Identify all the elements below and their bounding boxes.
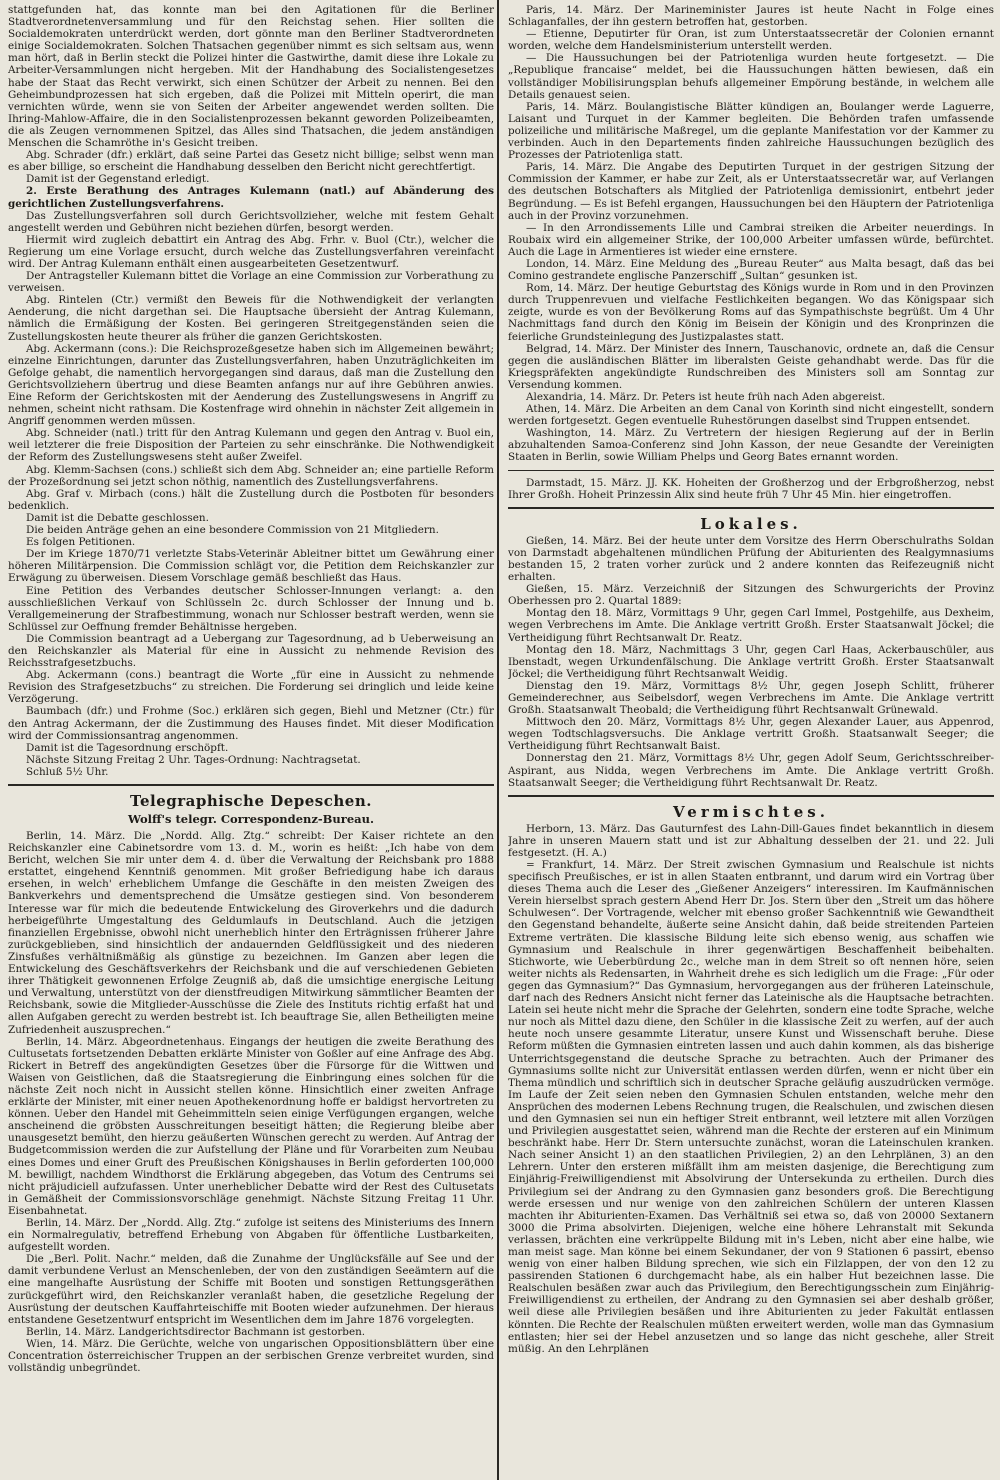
dispatch-paragraph: Berlin, 14. März. Landgerichtsdirector Bachmann ist gestorben. (26, 1325, 366, 1338)
local-paragraph: Gießen, 14. März. Bei der heute unter dem Vorsitze des Herrn Oberschulraths Soldan von Darmstadt abgehaltenen mündlichen Prüfung der Abiturienten des Realgymnasiums bestanden 15, 2 traten vorher zurück und 2 andere konnten das Reifezeugniß nicht erhalten. (508, 534, 994, 584)
paragraph: Abg. Ackermann (cons.) beantragt die Worte „für eine in Aussicht zu nehmende Revision des Strafgesetzbuchs“ zu streichen. Die Forderung sei dringlich und leide keine Verzögerung. (8, 669, 494, 706)
telegraph-section (8, 792, 494, 1374)
dispatch-paragraph: Paris, 14. März. Die Angabe des Deputirten Turquet in der gestrigen Sitzung der Commission der Kammer, er habe zur Zeit, als er Unterstaatssecretär war, auf Verlangen des deutschen Botschafters als Mitglied der Patriotenliga demissionirt, entbehrt jeder Begründung. — Es ist Befehl ergangen, Haussuchungen bei den Häuptern der Patriotenliga auch in der Provinz vorzunehmen. (508, 161, 994, 222)
local-paragraph: Montag den 18. März, Vormittags 9 Uhr, gegen Carl Immel, Postgehilfe, aus Dexheim, wegen Verbrechens im Amte. Die Anklage vertritt Großh. Erster Staatsanwalt Jöckel; die Vertheidigung führt Rechtsanwalt Dr. Reatz. (508, 607, 994, 644)
paragraph: Damit ist der Gegenstand erledigt. (26, 173, 210, 186)
dispatch-paragraph: Wien, 14. März. Die Gerüchte, welche von ungarischen Oppositionsblättern über eine Concentration österreichischer Truppen an der serbischen Grenze verbreitet wurden, sind vollständig unbegründet. (8, 1337, 494, 1375)
reichstag-report (8, 4, 494, 778)
section-title: Vermischtes. (673, 802, 829, 821)
paragraph: Eine Petition des Verbandes deutscher Schlosser-Innungen verlangt: a. den ausschließlichen Verkauf von Schlüsseln 2c. durch Schlosser der Innung und b. Verallgemeinerung der Strafbestimmung, wonach nur Schlosser bestraft werden, wenn sie Schlüssel zur Oeffnung fremder Behältnisse hergeben. (8, 584, 494, 633)
dispatch-paragraph: Berlin, 14. März. Abgeordnetenhaus. Eingangs der heutigen die zweite Berathung des Cultusetats fortsetzenden Debatten erklärte Minister von Goßler auf eine Anfrage des Abg. Rickert in Betreff des angekündigten Gesetzes über die Fürsorge für die Wittwen und Waisen von Geistlichen, daß die Staatsregierung die Einbringung eines solchen für die nächste Zeit noch nicht in Aussicht stellen könne. Hinsichtlich einer zweiten Anfrage erklärte der Minister, mit einer neuen Apothekenordnung hoffe er baldigst hervortreten zu können. Ueber den Handel mit Geheimmitteln seien einige Verfügungen ergangen, welche anscheinend die gröbsten Ausschreitungen beseitigt hätten; die Regierung bleibe aber unausgesetzt bemüht, den hierzu geäußerten Wünschen gerecht zu werden. Auf Antrag der Budgetcommission werden die zur Aufstellung der Pläne und für Vorarbeiten zum Neubau eines Domes und einer Gruft des Preußischen Königshauses in Berlin geforderten 100,000 M. bewilligt, nachdem Windthorst die Erklärung abgegeben, das Votum des Centrums sei nicht präjudiciell aufzufassen. Unter unerheblicher Debatte wird der Rest des Cultusetats in Gemäßheit der Commissionsvorschläge genehmigt. Nächste Sitzung Freitag 11 Uhr. Eisenbahnetat. (8, 1035, 494, 1217)
misc-paragraph: = Frankfurt, 14. März. Der Streit zwischen Gymnasium und Realschule ist nichts specifisch Preußisches, er ist in allen Staaten entbrannt, und darum wird ein Vortrag über dieses Thema auch die Leser des „Gießener Anzeigers“ interessiren. Im Kaufmännischen Verein hierselbst sprach gestern Abend Herr Dr. Jos. Stern über den „Streit um das höhere Schulwesen“. Der Vortragende, welcher mit ebenso großer Sachkenntniß wie Gewandtheit den Gegenstand behandelte, äußerte seine Ansicht dahin, daß beide streitenden Parteien Extreme verträten. Die klassische Bildung leite sich ebenso wenig, aus schaffen wie Gymnasium und Realschule in ihrer gegenwärtigen Beschaffenheit beibehalten. Stichworte, wie Ueberbürdung 2c., welche man in dem Streit so oft nennen höre, seien weiter nichts als Redensarten, in Wahrheit drehe es sich lediglich um die Frage: „Für oder gegen das Gymnasium?“ Das Gymnasium, hervorgegangen aus der früheren Lateinschule, darf nach des Redners Ansicht nicht ferner das Lateinische als die Hauptsache betrachten. Latein sei heute nicht mehr die Sprache der Gelehrten, sondern eine todte Sprache, welche nur noch als Mittel dazu diene, den Schüler in die klassische Zeit zu werfen, auf der auch heute noch unsere gesammte Literatur, unsere Kunst und Wissenschaft beruhe. Diese Reform müßten die Gymnasien eintreten lassen und auch dahin kommen, als das bisherige Unterrichtsgegenstand die deutsche Sprache zu betrachten. Auch der Primaner des Gymnasiums sollte nicht zur Universität entlassen werden dürfen, wenn er nicht über ein Thema mündlich und schriftlich sich in deutscher Sprache geläufig auszudrücken vermöge. Im Laufe der Zeit seien neben den Gymnasien Schulen entstanden, welche mehr den Ansprüchen des modernen Lebens Rechnung trugen, die Realschulen, und zwischen diesen und den Gymnasien sei nun ein heftiger Streit entbrannt, weil letztere mit allen Vorzügen und Privilegien ausgestattet seien, während man die Rechte der ersteren auf ein Minimum beschränkt habe. Herr Dr. Stern untersuchte zunächst, woran die Lateinschulen kranken. Nach seiner Ansicht 1) an den staatlichen Privilegien, 2) an den Lehrplänen, 3) an den Lehrern. Unter den ersteren mißfällt ihm am meisten dasjenige, die Berechtigung zum Einjährig-Freiwilligendienst mit Absolvirung der Untersekunda zu ertheilen. Durch dies Privilegium sei der Andrang zu den Gymnasien ganz besonders groß. Die Berechtigung werde ersessen und nur wenige von den zahlreichen Schülern der unteren Klassen machten ihr Abiturienten-Examen. Das Verhältniß sei etwa so, daß von 20000 Sextanern 3000 die Prima absolvirten. Diejenigen, welche eine höhere Lehranstalt mit Sekunda verlassen, brächten eine verkrüppelte Bildung mit in's Leben, nicht aber eine halbe, wie man meist sage. Man könne bei einem Sekundaner, der von 9 Stationen 6 passirt, ebenso wenig von einer halben Bildung sprechen, wie sich ein Filzlappen, der von den 12 zu passirenden Stationen 6 durchgemacht habe, als ein halber Hut bezeichnen lasse. Die Realschulen besäßen zwar auch das Privilegium, den Berechtigungsschein zum Einjährig-Freiwilligendienst zu ertheilen, der Andrang zu den Gymnasien sei aber deshalb größer, weil diese alle Privilegien besäßen und ihre Abiturienten zu jeder Fakultät entlassen könnten. Die Rechte der Realschulen müßten erweitert werden, wolle man das Gymnasium entlasten; hier sei der Hebel anzusetzen und so lange das nicht geschehe, aller Streit müßig. An den Lehrplänen (508, 859, 994, 1355)
section-rule (508, 795, 994, 797)
dispatch-paragraph: Berlin, 14. März. Die „Nordd. Allg. Ztg.“ schreibt: Der Kaiser richtete an den Reichskanzler eine Cabinetsordre vom 13. d. M., worin es heißt: „Ich habe von dem Bericht, welchen Sie mir unter dem 4. d. über die Verwaltung der Reichsbank pro 1888 erstattet, eingehend Kenntniß genommen. Mit großer Befriedigung habe ich daraus ersehen, in welch' erheblichem Umfange die Geschäfte in den meisten Zweigen des Bankverkehrs und dementsprechend die Umsätze gestiegen sind. Von besonderem Interesse war für mich die bedeutende Entwickelung des Giroverkehrs und die dadurch herbeigeführte Umgestaltung des Geldumlaufs in Deutschland. Auch die jetzigen finanziellen Ergebnisse, obwohl nicht unerheblich hinter den Erträgnissen früherer Jahre zurückgeblieben, sind hinsichtlich der andauernden Geldflüssigkeit und des niederen Zinsfußes verhältnißmäßig als günstige zu bezeichnen. Im Ganzen aber legen die Entwickelung des Geschäftsverkehrs der Reichsbank und die auf verschiedenen Gebieten ihrer Thätigkeit gewonnenen Erfolge Zeugniß ab, daß die umsichtige energische Leitung und Verwaltung, unterstützt von der dienstfreudigen Mitwirkung sämmtlicher Beamten der Reichsbank, sowie die Mitglieder-Ausschüsse die Ziele des Instituts richtig erfaßt hat und allen Aufgaben gerecht zu werden bestrebt ist. Ich beauftrage Sie, allen Betheiligten meine Zufriedenheit auszusprechen.“ (8, 830, 494, 1036)
dispatch-paragraph: Paris, 14. März. Boulangistische Blätter kündigen an, Boulanger werde Laguerre, Laisant und Turquet in der Kammer begleiten. Die Behörden trafen umfassende polizeiliche und militärische Maßregel, um die geplante Manifestation vor der Kammer zu verbinden. Auch in den Departements finden zahlreiche Haussuchungen bezüglich des Prozesses der Patriotenliga statt. (508, 100, 994, 162)
paragraph: Es folgen Petitionen. (26, 536, 136, 549)
section-rule (508, 470, 994, 471)
paragraph: Abg. Schrader (dfr.) erklärt, daß seine Partei das Gesetz nicht billige; selbst wenn man es aber billige, so erscheint die Handhabung desselben den Bericht nicht gerechtfertigt. (8, 149, 494, 174)
local-paragraph: Gießen, 15. März. Verzeichniß der Sitzungen des Schwurgerichts der Provinz Oberhessen pro 2. Quartal 1889: (508, 583, 994, 608)
paragraph: Das Zustellungsverfahren soll durch Gerichtsvollzieher, welche mit festem Gehalt angestellt werden und Gebühren nicht beziehen dürfen, besorgt werden. (8, 209, 494, 234)
paragraph: stattgefunden hat, das konnte man bei den Agitationen für die Berliner Stadtverordnetenversammlung und für den Reichstag sehen. Hier sollten die Socialdemokraten unterdrückt werden, dort gönnte man den Berliner Stadtverordneten einige Socialdemokraten. Solchen Thatsachen gegenüber nimmt es sich seltsam aus, wenn man hört, daß in Berlin steckt die Polizei hinter die Gastwirthe, damit diese ihre Lokale zu Arbeiter-Versammlungen nicht hergeben. Mit der Handhabung des Socialistengesetzes habe der Staat das Recht verwirkt, sich einen Schützer der Arbeit zu nennen. Bei den Geheimbundprozessen hat sich ergeben, daß die Polizei mit Mitteln operirt, die man vernichten würde, wenn sie von Seiten der Arbeiter angewendet werden sollten. Die Ihring-Mahlow-Affaire, die in den Socialistenprozessen bekannt geworden Polizeibeamten, die als Zeugen vernommenen Spitzel, das Alles sind Thatsachen, die jedem anständigen Menschen die Schamröthe in's Gesicht treiben. (8, 4, 494, 150)
paragraph: 2. Erste Berathung des Antrages Kulemann (natl.) auf Abänderung des gerichtlichen Zustellungsverfahrens. (8, 185, 494, 210)
paragraph: Der Antragsteller Kulemann bittet die Vorlage an eine Commission zur Vorberathung zu verweisen. (8, 270, 494, 295)
paragraph: Damit ist die Tagesordnung erschöpft. (26, 741, 229, 754)
column-divider (497, 0, 499, 1480)
dispatch-paragraph: Berlin, 14. März. Der „Nordd. Allg. Ztg.“ zufolge ist seitens des Ministeriums des Innern ein Normalregulativ, betreffend Erhebung von Abgaben für öffentliche Lustbarkeiten, aufgestellt worden. (8, 1217, 494, 1254)
foreign-dispatches (508, 4, 994, 464)
dispatch-paragraph: London, 14. März. Eine Meldung des „Bureau Reuter“ aus Malta besagt, daß das bei Comino gestrandete englische Panzerschiff „Sultan“ gesunken ist. (508, 257, 994, 283)
local-paragraph: Dienstag den 19. März, Vormittags 8½ Uhr, gegen Joseph Schlitt, früherer Gemeinderechner, aus Seibelsdorf, wegen Verbrechens im Amte. Die Anklage vertritt Großh. Staatsanwalt Theobald; die Vertheidigung führt Rechtsanwalt Grünewald. (508, 679, 994, 717)
dispatch-paragraph: Die „Berl. Polit. Nachr.“ melden, daß die Zunahme der Unglücksfälle auf See und der damit verbundene Verlust an Menschenleben, der von den zuständigen Seeämtern auf die eine mangelhafte Ausrüstung der Schiffe mit Booten und sonstigen Rettungsgeräthen zurückgeführt wird, den Reichskanzler veranlaßt haben, die gesetzliche Regelung der Ausrüstung der deutschen Kauffahrteischiffe mit Booten wieder aufzunehmen. Der hieraus entstandene Gesetzentwurf entspricht im Wesentlichen dem im Jahre 1876 vorgelegten. (8, 1253, 494, 1326)
left-column (8, 4, 494, 1476)
dispatch-paragraph: Paris, 14. März. Der Marineminister Jaures ist heute Nacht in Folge eines Schlaganfalles, der ihn gestern betroffen hat, gestorben. (508, 4, 994, 29)
section-title: Telegraphische Depeschen. (130, 792, 372, 810)
paragraph: Schluß 5½ Uhr. (26, 765, 109, 778)
dispatch-paragraph: Belgrad, 14. März. Der Minister des Innern, Tauschanovic, ordnete an, daß die Censur gegen die ausländischen Blätter im liberalsten Geiste gehandhabt werde. Das für die Kriegspräfekten angekündigte Rundschreiben des Ministers soll am Sonntag zur Versendung kommen. (508, 342, 994, 391)
local-paragraph: Donnerstag den 21. März, Vormittags 8½ Uhr, gegen Adolf Seum, Gerichtsschreiber-Aspirant, aus Nidda, wegen Verbrechens im Amte. Die Anklage vertritt Großh. Staatsanwalt Seeger; die Vertheidigung führt Rechtsanwalt Dr. Reatz. (508, 752, 994, 789)
paragraph: Abg. Schneider (natl.) tritt für den Antrag Kulemann und gegen den Antrag v. Buol ein, weil letzterer die freie Disposition der Parteien zu sehr einschränke. Die Nothwendigkeit der Reform des Zustellungswesens steht außer Zweifel. (8, 427, 494, 464)
vermischtes-section (508, 803, 994, 1355)
right-column (508, 4, 994, 1476)
paragraph: Der im Kriege 1870/71 verletzte Stabs-Veterinär Ableitner bittet um Gewährung einer höheren Militärpension. Die Commission schlägt vor, die Petition dem Reichskanzler zur Erwägung zu überweisen. Diesem Vorschlage gemäß beschließt das Haus. (8, 548, 494, 585)
dispatch-paragraph: Washington, 14. März. Zu Vertretern der hiesigen Regierung auf der in Berlin abzuhaltenden Samoa-Conferenz sind John Kasson, der neue Gesandte der Vereinigten Staaten in Berlin, sowie William Phelps und Georg Bates ernannt worden. (508, 427, 994, 464)
section-subtitle: Wolff's telegr. Correspondenz-Bureau. (128, 812, 374, 826)
local-paragraph: Mittwoch den 20. März, Vormittags 8½ Uhr, gegen Alexander Lauer, aus Appenrod, wegen Todtschlagsversuchs. Die Anklage vertritt Großh. Staatsanwalt Seeger; die Vertheidigung führt Rechtsanwalt Baist. (508, 716, 994, 753)
dispatch-paragraph: — In den Arrondissements Lille und Cambrai streiken die Arbeiter neuerdings. In Roubaix wird ein allgemeiner Strike, der 100,000 Arbeiter umfassen würde, befürchtet. Auch die Lage in Armentieres ist wieder eine ernstere. (508, 221, 994, 258)
section-title: Lokales. (700, 514, 802, 533)
paragraph: Abg. Rintelen (Ctr.) vermißt den Beweis für die Nothwendigkeit der verlangten Aenderung, die nicht dargethan sei. Die Hauptsache übersieht der Antrag Kulemann, nämlich die Ermäßigung der Kosten. Bei geringeren Streitgegenständen seien die Zustellungskosten heute theurer als früher die ganzen Gerichtskosten. (8, 294, 494, 343)
paragraph: Abg. Graf v. Mirbach (cons.) hält die Zustellung durch die Postboten für besonders bedenklich. (8, 487, 494, 512)
section-rule (508, 507, 994, 509)
paragraph: Nächste Sitzung Freitag 2 Uhr. Tages-Ordnung: Nachtragsetat. (26, 753, 361, 766)
local-paragraph: Montag den 18. März, Nachmittags 3 Uhr, gegen Carl Haas, Ackerbauschüler, aus Ibenstadt, wegen Urkundenfälschung. Die Anklage vertritt Großh. Erster Staatsanwalt Jöckel; die Vertheidigung führt Rechtsanwalt Weidig. (508, 643, 994, 680)
dispatch-paragraph: Rom, 14. März. Der heutige Geburtstag des Königs wurde in Rom und in den Provinzen durch Truppenrevuen und vielfache Festlichkeiten begangen. Wo das Königspaar sich zeigte, wurde es von der Bevölkerung Roms auf das Sympathischste begrüßt. Um 4 Uhr Nachmittags fand durch den König im Beisein der Königin und des Kronprinzen die feierliche Grundsteinlegung des Justizpalastes statt. (508, 282, 994, 343)
paragraph: Abg. Klemm-Sachsen (cons.) schließt sich dem Abg. Schneider an; eine partielle Reform der Prozeßordnung sei jetzt schon nöthig, namentlich des Zustellungsverfahrens. (8, 463, 494, 488)
misc-paragraph: Herborn, 13. März. Das Gauturnfest des Lahn-Dill-Gaues findet bekanntlich in diesem Jahre in unseren Mauern statt und ist zur Abhaltung desselben der 21. und 22. Juli festgesetzt. (H. A.) (508, 822, 994, 859)
dispatch-paragraph: — Etienne, Deputirter für Oran, ist zum Unterstaatssecretär der Colonien ernannt worden, welche dem Handelsministerium unterstellt werden. (508, 28, 994, 53)
paragraph: Baumbach (dfr.) und Frohme (Soc.) erklären sich gegen, Biehl und Metzner (Ctr.) für den Antrag Ackermann, der die Zustimmung des Hauses findet. Mit dieser Modification wird der Commissionsantrag angenommen. (8, 705, 494, 742)
darmstadt-paragraph: Darmstadt, 15. März. JJ. KK. Hoheiten der Großherzog und der Erbgroßherzog, nebst Ihrer Großh. Hoheit Prinzessin Alix sind heute früh 7 Uhr 45 Min. hier eingetroffen. (508, 476, 994, 501)
dispatch-paragraph: Athen, 14. März. Die Arbeiten an dem Canal von Korinth sind nicht eingestellt, sondern werden fortgesetzt. Gegen eventuelle Ruhestörungen daselbst sind Truppen entsendet. (508, 403, 994, 428)
lokales-section (508, 515, 994, 789)
paragraph: Abg. Ackermann (cons.): Die Reichsprozeßgesetze haben sich im Allgemeinen bewährt; einzelne Einrichtungen, darunter das Zustellungsverfahren, haben Unzuträglichkeiten im Gefolge gehabt, die namentlich hervorgegangen sind daraus, daß man die Zustellung den Gerichtsvollziehern übertrug und diese Beamten anfangs nur auf ihre Gebühren anwies. Eine Reform der Gerichtskosten mit der Aenderung des Zustellungswesens in Angriff zu nehmen, scheint nicht rathsam. Die Kostenfrage wird ohnehin in nächster Zeit allgemein in Angriff genommen werden müssen. (8, 342, 494, 428)
dispatch-paragraph: — Die Haussuchungen bei der Patriotenliga wurden heute fortgesetzt. — Die „Republique francaise“ meldet, bei die Haussuchungen hätten bewiesen, daß ein vollständiger Mobilisirungsplan behufs allgemeiner Empörung bestände, in welchem alle Details genauest seien. (508, 52, 994, 101)
dispatch-paragraph: Alexandria, 14. März. Dr. Peters ist heute früh nach Aden abgereist. (526, 391, 886, 403)
paragraph: Damit ist die Debatte geschlossen. (26, 511, 209, 524)
paragraph: Die Commission beantragt ad a Uebergang zur Tagesordnung, ad b Ueberweisung an den Reichskanzler als Material für eine in Aussicht zu nehmende Revision des Reichsstrafgesetzbuchs. (8, 632, 494, 670)
paragraph: Hiermit wird zugleich debattirt ein Antrag des Abg. Frhr. v. Buol (Ctr.), welcher die Regierung um eine Vorlage ersucht, durch welche das Zustellungsverfahren vereinfacht wird. Der Antrag Kulemann enthält einen ausgearbeiteten Gesetzentwurf. (8, 233, 494, 270)
section-rule (8, 784, 494, 786)
paragraph: Die beiden Anträge gehen an eine besondere Commission von 21 Mitgliedern. (26, 524, 439, 537)
